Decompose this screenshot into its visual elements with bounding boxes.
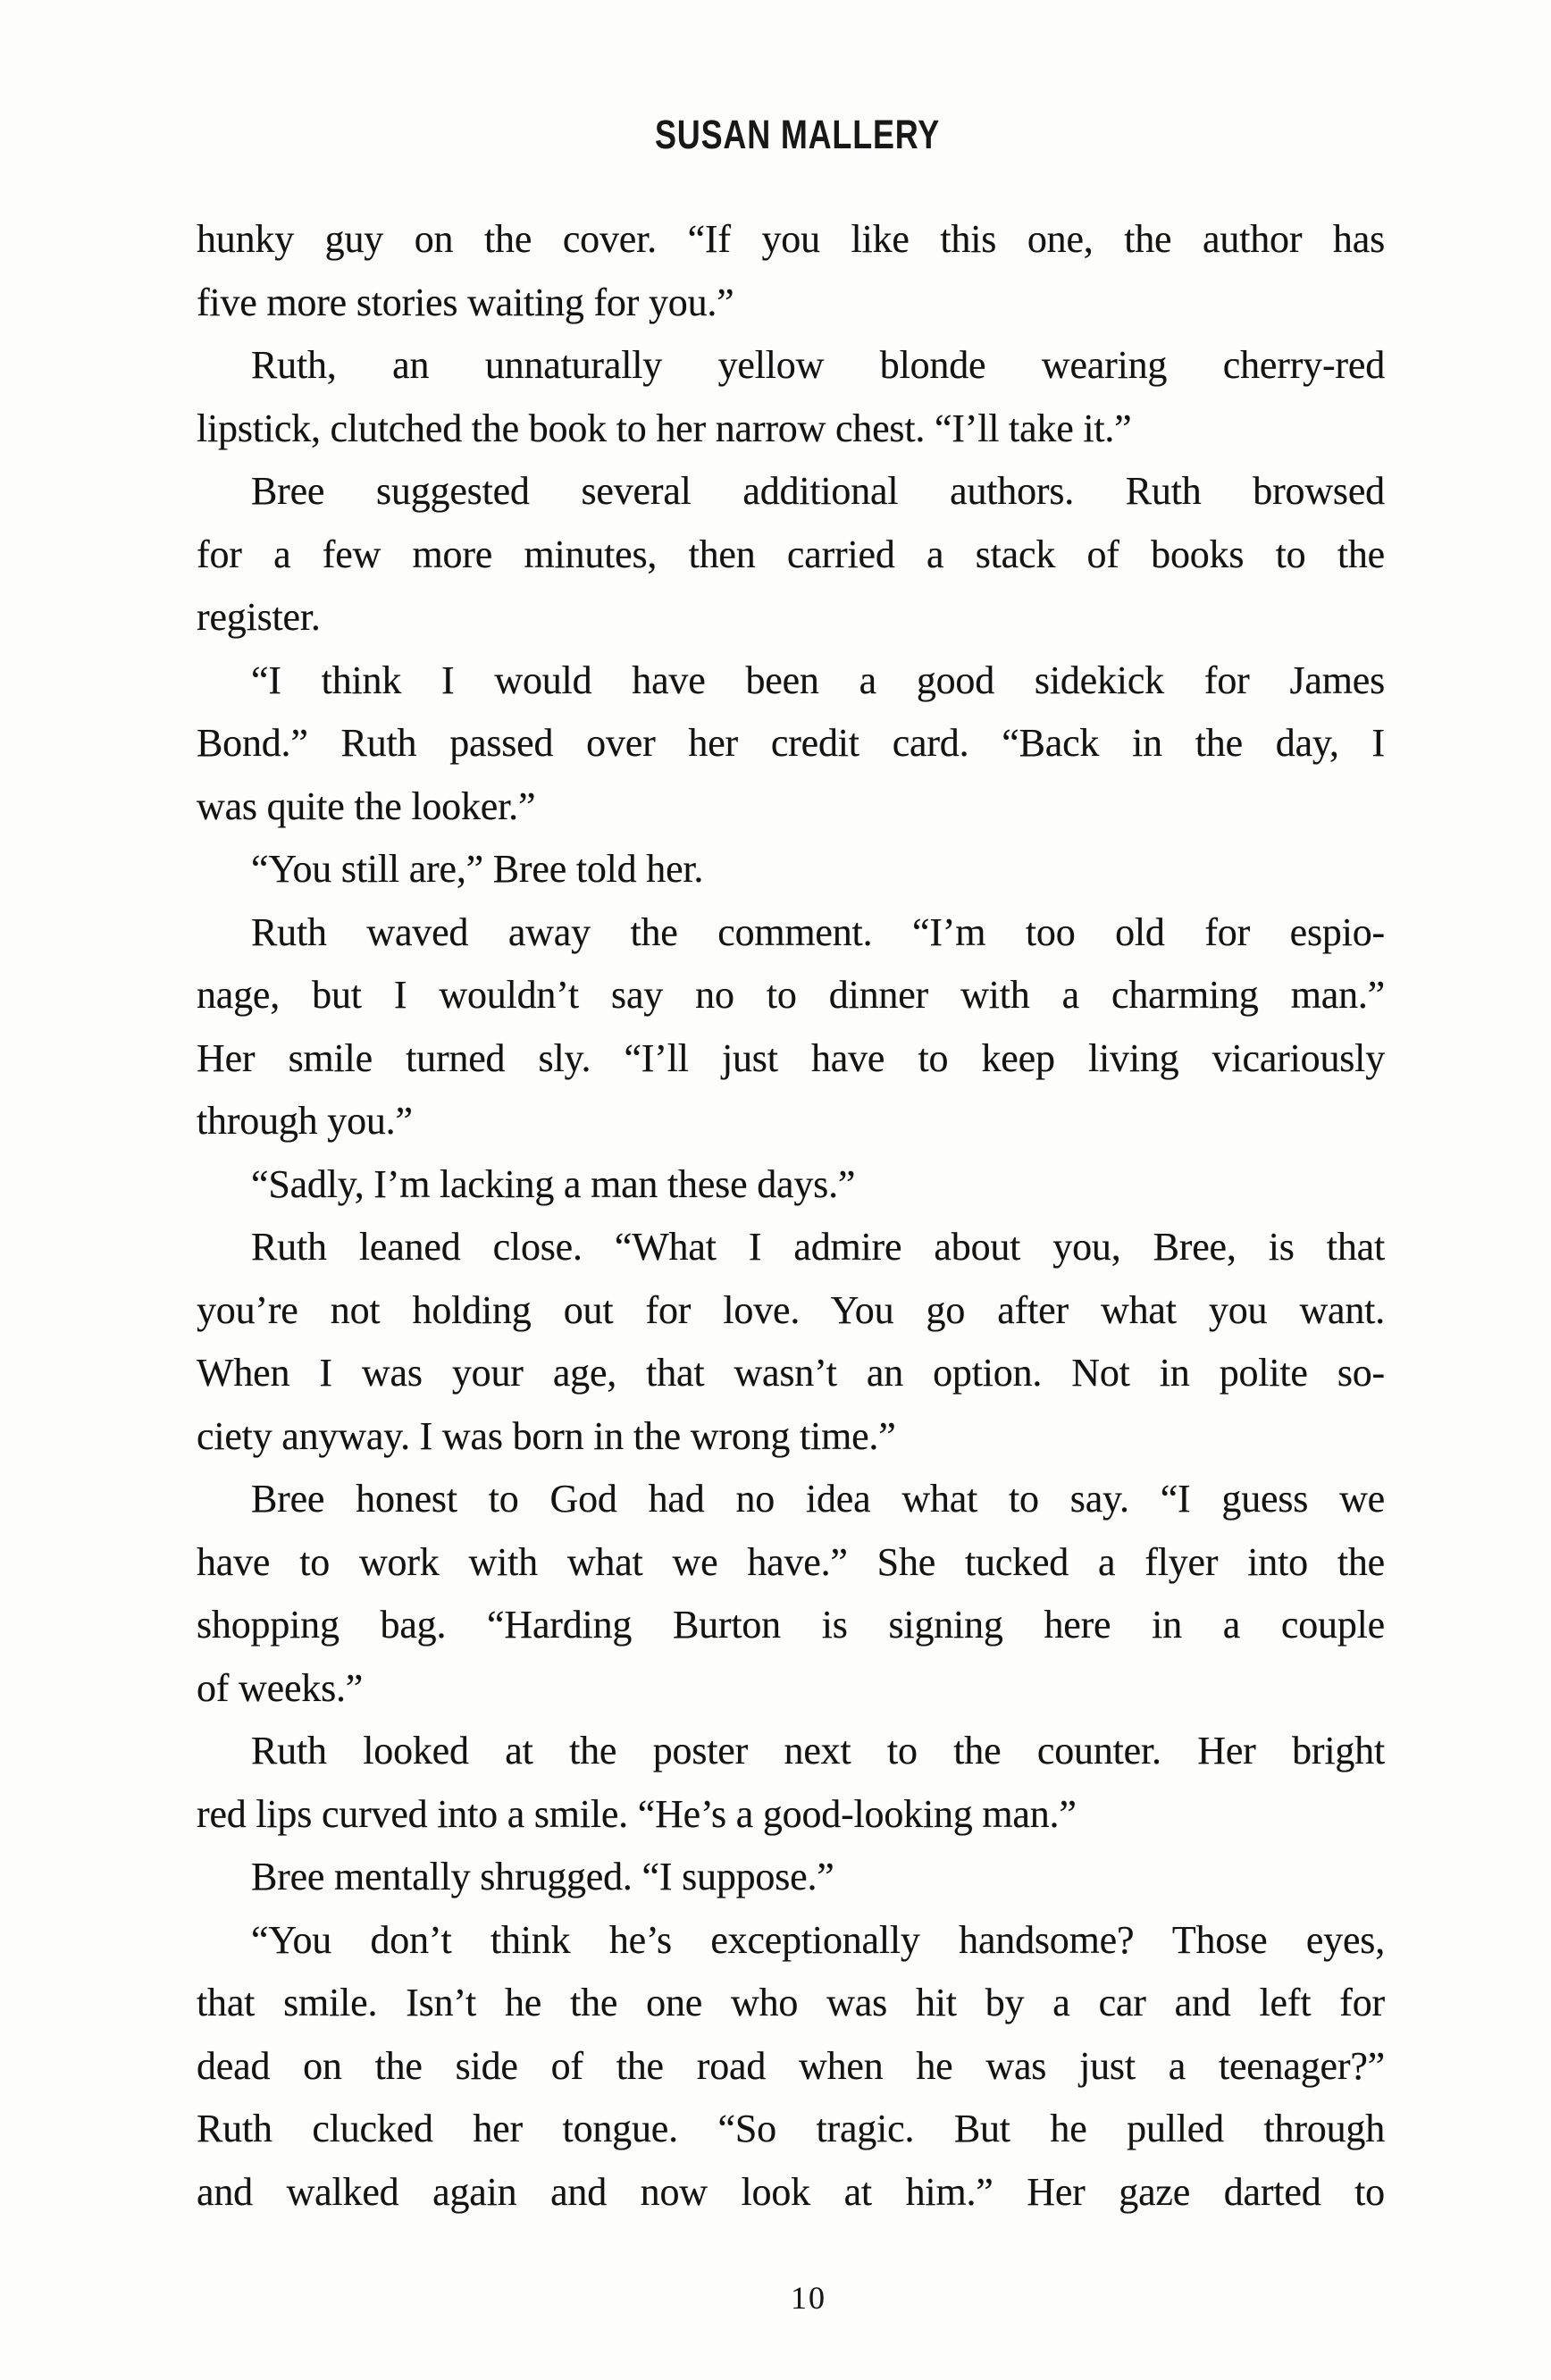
text-line: Ruth clucked her tongue. “So tragic. But he pulled through	[197, 2107, 1385, 2150]
text-line: ciety anyway. I was born in the wrong time.”	[197, 1413, 896, 1458]
text-line: Bree honest to God had no idea what to say. “I guess we	[251, 1477, 1385, 1521]
text-line: you’re not holding out for love. You go after what you want.	[197, 1287, 1385, 1332]
text-line: Her smile turned sly. “I’ll just have to keep living vicariously	[197, 1035, 1385, 1080]
text-line: register.	[197, 595, 321, 639]
text-line: five more stories waiting for you.”	[197, 280, 734, 324]
text-line: dead on the side of the road when he was just a teenager?”	[197, 2043, 1385, 2088]
text-line: “I think I would have been a good sidekick for James	[251, 658, 1385, 702]
text-line: through you.”	[197, 1099, 413, 1143]
text-line: of weeks.”	[197, 1665, 364, 1710]
text-line: that smile. Isn’t he the one who was hit by a car and left for	[197, 1981, 1385, 2024]
text-line: Bree mentally shrugged. “I suppose.”	[251, 1855, 834, 1898]
text-line: Ruth leaned close. “What I admire about you, Bree, is that	[251, 1225, 1385, 1269]
text-line: and walked again and now look at him.” Her gaze darted to	[197, 2169, 1385, 2214]
page-number: 10	[791, 2280, 826, 2316]
text-line: lipstick, clutched the book to her narrow chest. “I’ll take it.”	[197, 406, 1132, 450]
text-line: shopping bag. “Harding Burton is signing here in a couple	[197, 1603, 1385, 1647]
text-line: for a few more minutes, then carried a stack of books to the	[197, 532, 1385, 576]
text-line: Ruth waved away the comment. “I’m too old for espio-	[251, 909, 1385, 954]
text-line: red lips curved into a smile. “He’s a good-looking man.”	[197, 1791, 1077, 1836]
text-line: hunky guy on the cover. “If you like this one, the author has	[197, 217, 1385, 261]
body-text	[197, 208, 1385, 2224]
text-line: have to work with what we have.” She tucked a flyer into the	[197, 1539, 1385, 1584]
text-line: was quite the looker.”	[197, 784, 536, 828]
text-line: “You don’t think he’s exceptionally handsome? Those eyes,	[251, 1917, 1385, 1962]
text-line: Bond.” Ruth passed over her credit card. “Back in the day, I	[197, 721, 1385, 765]
text-line: When I was your age, that wasn’t an option. Not in polite so-	[197, 1351, 1385, 1395]
running-header: SUSAN MALLERY	[655, 112, 941, 157]
text-line: Ruth looked at the poster next to the counter. Her bright	[251, 1729, 1385, 1772]
text-line: “Sadly, I’m lacking a man these days.”	[251, 1161, 856, 1206]
text-line: Ruth, an unnaturally yellow blonde wearing cherry-red	[251, 343, 1385, 387]
text-line: Bree suggested several additional authors. Ruth browsed	[251, 469, 1385, 513]
text-line: “You still are,” Bree told her.	[251, 847, 704, 891]
text-line: nage, but I wouldn’t say no to dinner with a charming man.”	[197, 973, 1385, 1017]
